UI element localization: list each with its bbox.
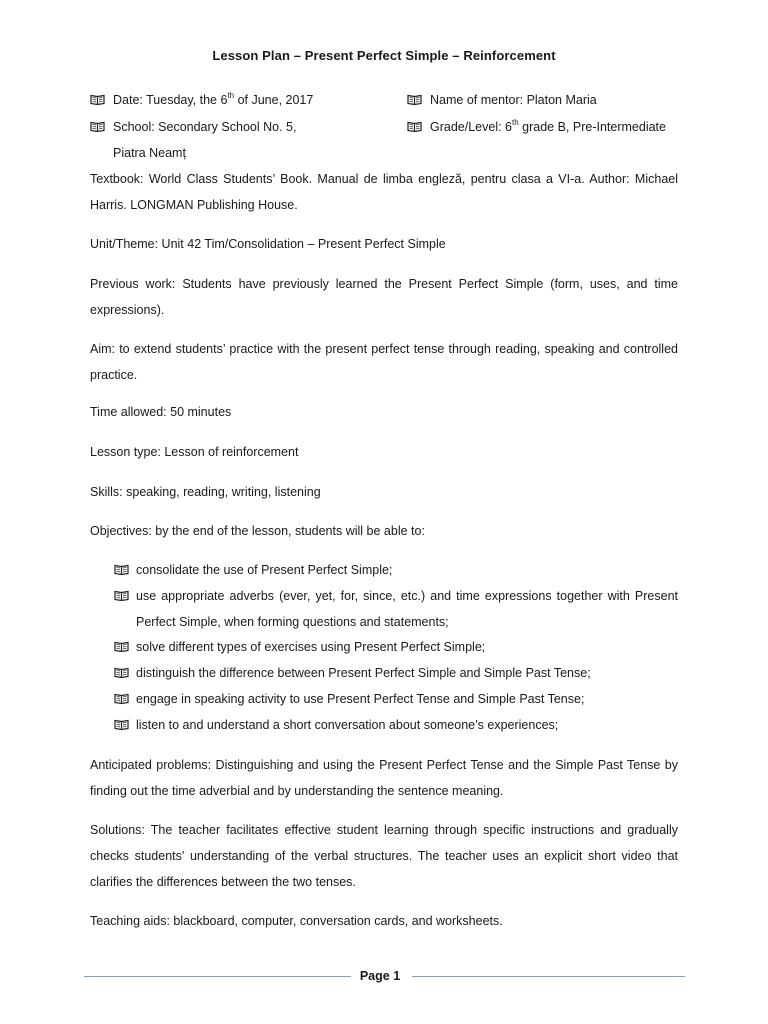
school-field: School: Secondary School No. 5, bbox=[90, 120, 296, 134]
open-book-icon bbox=[90, 94, 105, 105]
open-book-icon bbox=[114, 641, 129, 652]
time-allowed-paragraph: Time allowed: 50 minutes bbox=[90, 405, 232, 419]
mentor-field: Name of mentor: Platon Maria bbox=[407, 93, 597, 107]
aim-paragraph: Aim: to extend students’ practice with the present perfect tense through reading, speaking and controlled practice. bbox=[90, 342, 678, 382]
open-book-icon bbox=[407, 94, 422, 105]
school-city: Piatra Neamț bbox=[113, 146, 186, 160]
lesson-type-paragraph: Lesson type: Lesson of reinforcement bbox=[90, 445, 299, 459]
footer-rule-right bbox=[412, 976, 685, 977]
footer-rule-left bbox=[84, 976, 351, 977]
objectives-intro: Objectives: by the end of the lesson, students will be able to: bbox=[90, 524, 425, 538]
list-item: engage in speaking activity to use Present Perfect Tense and Simple Past Tense; bbox=[114, 686, 678, 712]
open-book-icon bbox=[114, 693, 129, 704]
textbook-paragraph: Textbook: World Class Students’ Book. Manual de limba engleză, pentru clasa a VI-a. Author: Michael Harris. LONGMAN Publishing House. bbox=[90, 172, 678, 212]
page-title: Lesson Plan – Present Perfect Simple – Reinforcement bbox=[212, 48, 556, 63]
open-book-icon bbox=[114, 564, 129, 575]
solutions-paragraph: Solutions: The teacher facilitates effective student learning through specific instructions and gradually checks students' understanding of the verbal structures. The teacher uses an explicit short video that clarifies the differences between the two tenses. bbox=[90, 823, 678, 889]
open-book-icon bbox=[114, 590, 129, 601]
list-item: listen to and understand a short conversation about someone’s experiences; bbox=[114, 712, 678, 738]
list-item: distinguish the difference between Present Perfect Simple and Simple Past Tense; bbox=[114, 660, 678, 686]
open-book-icon bbox=[90, 121, 105, 132]
grade-field: Grade/Level: 6th grade B, Pre-Intermediate bbox=[407, 120, 666, 134]
unit-paragraph: Unit/Theme: Unit 42 Tim/Consolidation – Present Perfect Simple bbox=[90, 237, 446, 251]
page-number: Page 1 bbox=[359, 969, 401, 983]
list-item: solve different types of exercises using Present Perfect Simple; bbox=[114, 634, 678, 660]
open-book-icon bbox=[114, 719, 129, 730]
open-book-icon bbox=[407, 121, 422, 132]
open-book-icon bbox=[114, 667, 129, 678]
anticipated-problems-paragraph: Anticipated problems: Distinguishing and using the Present Perfect Tense and the Simple Past Tense by finding out the time adverbial and by understanding the sentence meaning. bbox=[90, 758, 678, 798]
date-field: Date: Tuesday, the 6th of June, 2017 bbox=[90, 93, 313, 107]
previous-work-paragraph: Previous work: Students have previously learned the Present Perfect Simple (form, uses, and time expressions). bbox=[90, 277, 678, 317]
list-item: consolidate the use of Present Perfect Simple; bbox=[114, 557, 678, 583]
teaching-aids-paragraph: Teaching aids: blackboard, computer, conversation cards, and worksheets. bbox=[90, 914, 503, 928]
list-item: use appropriate adverbs (ever, yet, for, since, etc.) and time expressions together with Present Perfect Simple, when forming questions and statements; bbox=[114, 583, 678, 635]
skills-paragraph: Skills: speaking, reading, writing, listening bbox=[90, 485, 321, 499]
